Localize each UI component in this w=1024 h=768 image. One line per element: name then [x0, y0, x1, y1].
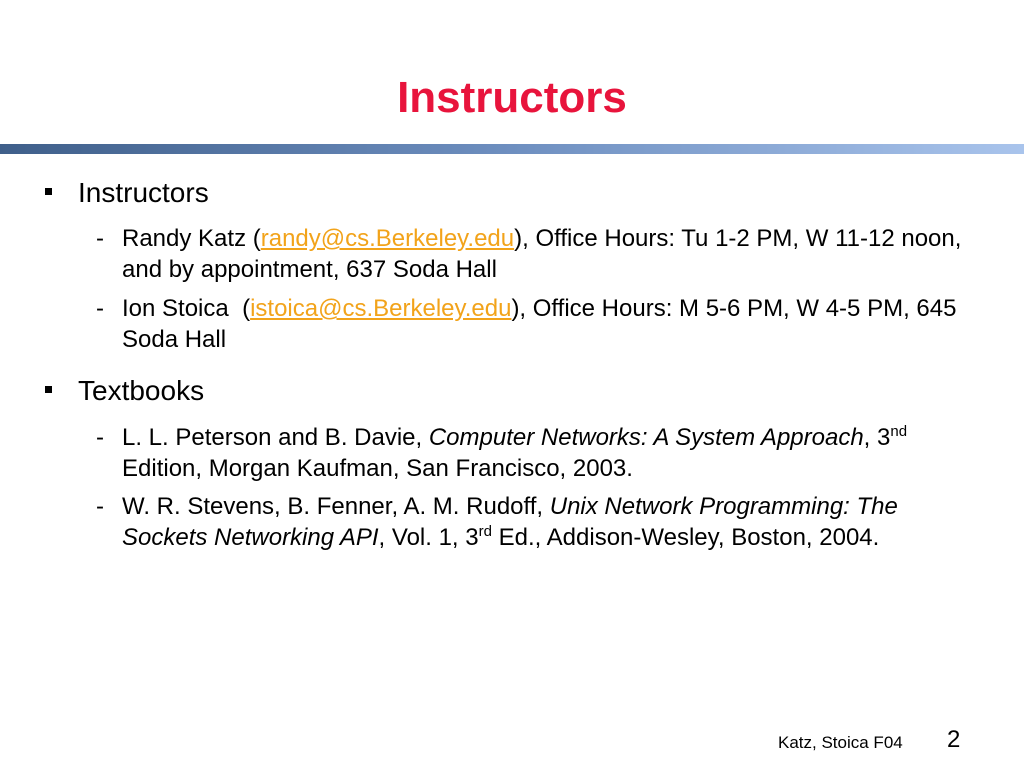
- title-divider-bar: [0, 144, 1024, 154]
- book-title: Computer Networks: A System Approach: [428, 424, 864, 451]
- textbook-text: [122, 422, 972, 484]
- footer-credit: Katz, Stoica F04: [778, 733, 903, 752]
- email-link-katz[interactable]: randy@cs.Berkeley.edu: [260, 225, 515, 252]
- book-title: Unix Network Programming: The Sockets Networking API: [122, 493, 898, 551]
- section-heading: Textbooks: [78, 375, 205, 406]
- book-edition: , 3: [863, 424, 891, 451]
- email-link-stoica[interactable]: istoica@cs.Berkeley.edu: [250, 295, 512, 322]
- instructor-text: [122, 293, 972, 355]
- page-number: 2: [947, 726, 961, 753]
- office-hours: ), Office Hours: Tu 1-2 PM, W 11-12 noon, and by appointment, 637 Soda Hall: [122, 225, 962, 283]
- square-bullet-icon: [45, 386, 52, 393]
- book-details: Ed., Addison-Wesley, Boston, 2004.: [491, 524, 880, 551]
- office-hours: ), Office Hours: M 5-6 PM, W 4-5 PM, 645 Soda Hall: [122, 295, 957, 353]
- dash-bullet-icon: -: [96, 424, 104, 451]
- book-edition: , Vol. 1, 3: [378, 524, 479, 551]
- slide-title: Instructors: [397, 73, 627, 122]
- book-details: Edition, Morgan Kaufman, San Francisco, 2003.: [122, 455, 633, 482]
- instructor-name: Ion Stoica (: [122, 295, 251, 322]
- edition-superscript: nd: [890, 423, 908, 440]
- edition-superscript: rd: [478, 523, 492, 540]
- section-heading: Instructors: [78, 177, 209, 208]
- dash-bullet-icon: -: [96, 295, 104, 322]
- square-bullet-icon: [45, 188, 52, 195]
- dash-bullet-icon: -: [96, 493, 104, 520]
- book-authors: W. R. Stevens, B. Fenner, A. M. Rudoff,: [122, 493, 550, 520]
- book-authors: L. L. Peterson and B. Davie,: [122, 424, 429, 451]
- instructor-text: [122, 223, 972, 285]
- instructor-name: Randy Katz (: [122, 225, 261, 252]
- textbook-text: [122, 491, 972, 553]
- dash-bullet-icon: -: [96, 225, 104, 252]
